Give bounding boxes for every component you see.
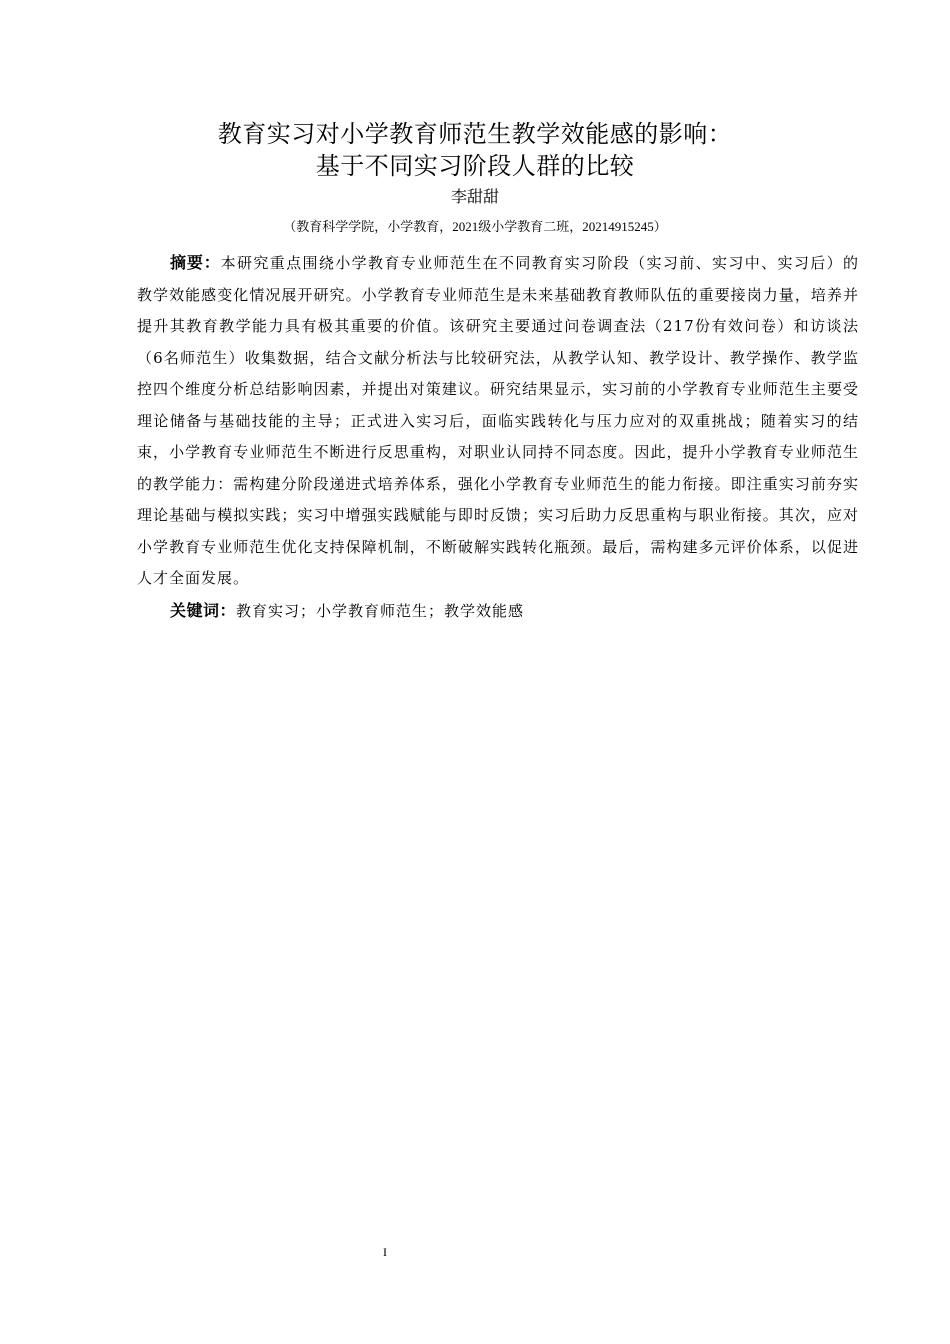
author-affiliation: （教育科学学院，小学教育，2021级小学教育二班，20214915245） xyxy=(283,219,667,234)
abstract-text: 本研究重点围绕小学教育专业师范生在不同教育实习阶段（实习前、实习中、实习后）的教学效能感变化情况展开研究。小学教育专业师范生是未来基础教育教师队伍的重要接岗力量，培养并提升其教育教学能力具有极其重要的价值。该研究主要通过问卷调查法（217份有效问卷）和访谈法（6名师范生）收集数据，结合文献分析法与比较研究法，从教学认知、教学设计、教学操作、教学监控四个维度分析总结影响因素，并提出对策建议。研究结果显示，实习前的小学教育专业师范生主要受理论储备与基础技能的主导；正式进入实习后，面临实践转化与压力应对的双重挑战；随着实习的结束，小学教育专业师范生不断进行反思重构，对职业认同持不同态度。因此，提升小学教育专业师范生的教学能力：需构建分阶段递进式培养体系，强化小学教育专业师范生的能力衔接。即注重实习前夯实理论基础与模拟实践；实习中增强实践赋能与即时反馈；实习后助力反思重构与职业衔接。其次，应对小学教育专业师范生优化支持保障机制，不断破解实践转化瓶颈。最后，需构建多元评价体系，以促进人才全面发展。 xyxy=(137,254,859,587)
author-name: 李甜甜 xyxy=(450,187,499,206)
keywords-text: 教育实习；小学教育师范生；教学效能感 xyxy=(236,602,525,620)
paper-title-line-2: 基于不同实习阶段人群的比较 xyxy=(315,152,635,180)
keywords-label: 关键词： xyxy=(170,601,237,620)
abstract-label: 摘要： xyxy=(170,253,221,272)
page-number: I xyxy=(383,1245,387,1259)
paper-title-line-1: 教育实习对小学教育师范生教学效能感的影响： xyxy=(217,120,733,148)
keywords xyxy=(170,597,860,625)
abstract xyxy=(137,247,859,595)
